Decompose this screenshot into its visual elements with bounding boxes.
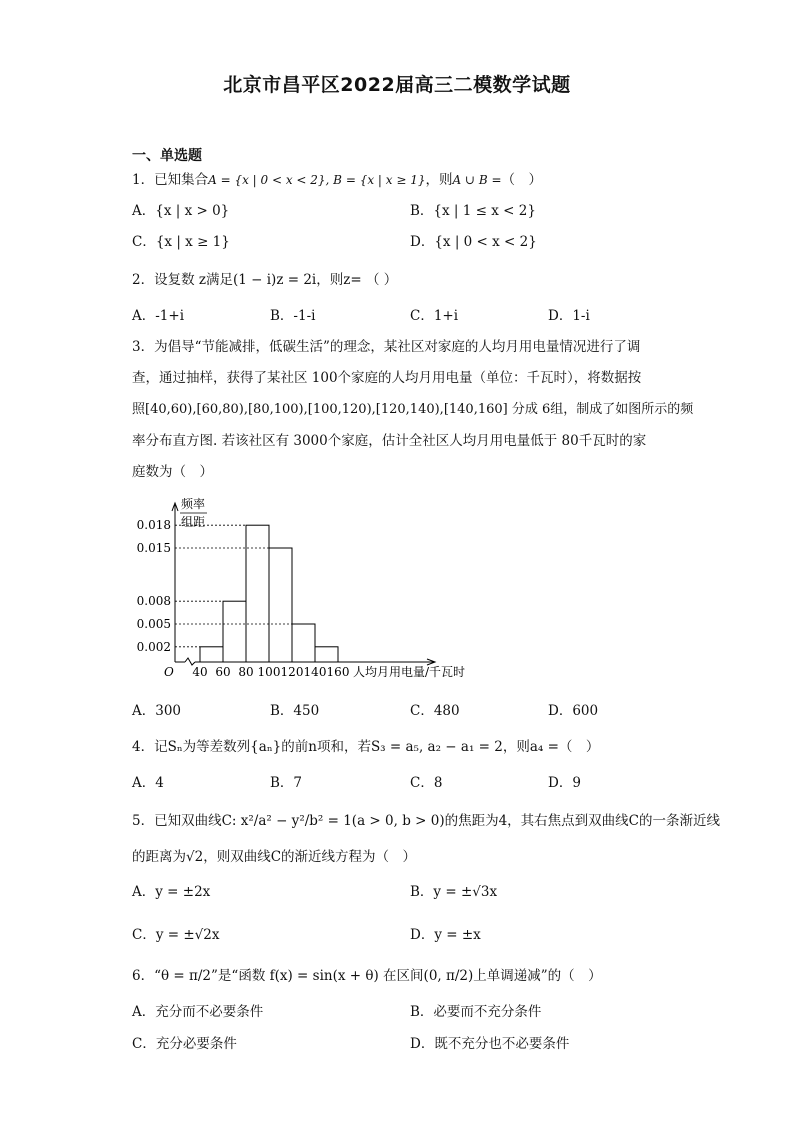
question-6-stem: 6．“θ = π/2”是“函数 f(x) = sin(x + θ) 在区间(0, π/2)上单调递减”的（ ）	[132, 968, 602, 984]
page-title: 北京市昌平区2022届高三二模数学试题	[223, 74, 571, 96]
q1-stem-text: 1．已知集合	[132, 172, 209, 188]
origin-label: O	[164, 665, 174, 679]
x-tick-label: 140	[303, 665, 327, 679]
histogram-bar	[246, 525, 269, 662]
y-label-bottom: 组距	[180, 515, 206, 529]
q1-option-b[interactable]: B．{x | 1 ≤ x < 2}	[410, 203, 536, 219]
question-4-stem: 4．记Sₙ为等差数列{aₙ}的前n项和，若S₃ = a₅, a₂ − a₁ = 2，则a₄ =（ ）	[132, 739, 600, 755]
q3-option-a[interactable]: A．300	[132, 703, 182, 719]
y-tick-label: 0.008	[136, 594, 171, 609]
q1-option-d[interactable]: D．{x | 0 < x < 2}	[410, 234, 537, 250]
q3-line-3: 照[40,60),[60,80),[80,100),[100,120),[120,140),[140,160] 分成 6组，制成了如图所示的频	[132, 402, 694, 417]
q5-line-1: 5．已知双曲线C: x²/a² − y²/b² = 1(a > 0, b > 0)的焦距为4，其右焦点到双曲线C的一条渐近线	[132, 813, 721, 829]
q5-option-b[interactable]: B．y = ±√3x	[410, 884, 498, 900]
y-tick-label: 0.015	[136, 541, 171, 555]
x-axis-break	[185, 658, 195, 665]
y-label-top: 频率	[180, 497, 206, 511]
q1-stem-text2: ，则	[425, 172, 453, 188]
q1-option-c[interactable]: C．{x | x ≥ 1}	[132, 234, 230, 250]
q4-option-d[interactable]: D．9	[548, 775, 581, 791]
histogram-bar	[223, 601, 246, 662]
question-1-stem	[132, 170, 542, 190]
q2-option-a[interactable]: A．-1+i	[132, 308, 185, 324]
q3-line-5: 庭数为（ ）	[132, 464, 213, 480]
histogram-bar	[315, 647, 338, 662]
y-tick-label: 0.002	[136, 639, 171, 654]
q5-line-2: 的距离为√2，则双曲线C的渐近线方程为（ ）	[132, 849, 417, 865]
histogram-chart	[130, 495, 500, 694]
x-tick-label: 40	[192, 665, 208, 679]
q3-line-2: 查，通过抽样，获得了某社区 100个家庭的人均月用电量（单位：千瓦时），将数据按	[132, 370, 642, 386]
q6-option-d[interactable]: D．既不充分也不必要条件	[410, 1036, 570, 1052]
q3-line-1: 3．为倡导“节能减排，低碳生活”的理念，某社区对家庭的人均月用电量情况进行了调	[132, 339, 641, 355]
q3-option-b[interactable]: B．450	[270, 703, 320, 719]
q5-option-a[interactable]: A．y = ±2x	[132, 884, 211, 900]
y-tick-label: 0.005	[136, 617, 171, 631]
q4-option-b[interactable]: B．7	[270, 775, 303, 791]
histogram-bar	[292, 624, 315, 662]
q6-option-c[interactable]: C．充分必要条件	[132, 1036, 237, 1052]
q3-option-d[interactable]: D．600	[548, 703, 599, 719]
section-heading: 一、单选题	[132, 148, 202, 164]
q5-option-d[interactable]: D．y = ±x	[410, 927, 481, 943]
question-2-stem: 2．设复数 z满足(1 − i)z = 2i，则z= （ ）	[132, 272, 398, 288]
q2-option-d[interactable]: D．1-i	[548, 308, 590, 324]
q5-option-c[interactable]: C．y = ±√2x	[132, 927, 220, 943]
q1-math-sets: A = {x | 0 < x < 2}, B = {x | x ≥ 1}	[208, 173, 426, 187]
x-tick-label: 120	[280, 665, 304, 679]
histogram-bar	[269, 548, 292, 662]
q4-option-a[interactable]: A．4	[132, 775, 164, 791]
x-axis-label: 人均月用电量/千瓦时	[353, 665, 466, 679]
q1-math-union: A ∪ B =	[452, 173, 502, 187]
q3-option-c[interactable]: C．480	[410, 703, 460, 719]
x-tick-label: 100	[257, 665, 281, 679]
q6-option-b[interactable]: B．必要而不充分条件	[410, 1004, 542, 1020]
q4-option-c[interactable]: C．8	[410, 775, 443, 791]
y-tick-label: 0.018	[136, 518, 171, 533]
q6-option-a[interactable]: A．充分而不必要条件	[132, 1004, 264, 1020]
histogram-bar	[200, 647, 223, 662]
x-tick-label: 60	[215, 665, 231, 679]
q2-option-b[interactable]: B．-1-i	[270, 308, 316, 324]
x-tick-label: 160	[326, 665, 350, 679]
q1-stem-text3: （ ）	[501, 172, 543, 188]
q2-option-c[interactable]: C．1+i	[410, 308, 459, 324]
q3-line-4: 率分布直方图. 若该社区有 3000个家庭，估计全社区人均月用电量低于 80千瓦时的家	[132, 433, 647, 449]
q1-option-a[interactable]: A．{x | x > 0}	[132, 203, 230, 219]
histogram-svg	[130, 495, 500, 690]
x-tick-label: 80	[238, 665, 254, 679]
